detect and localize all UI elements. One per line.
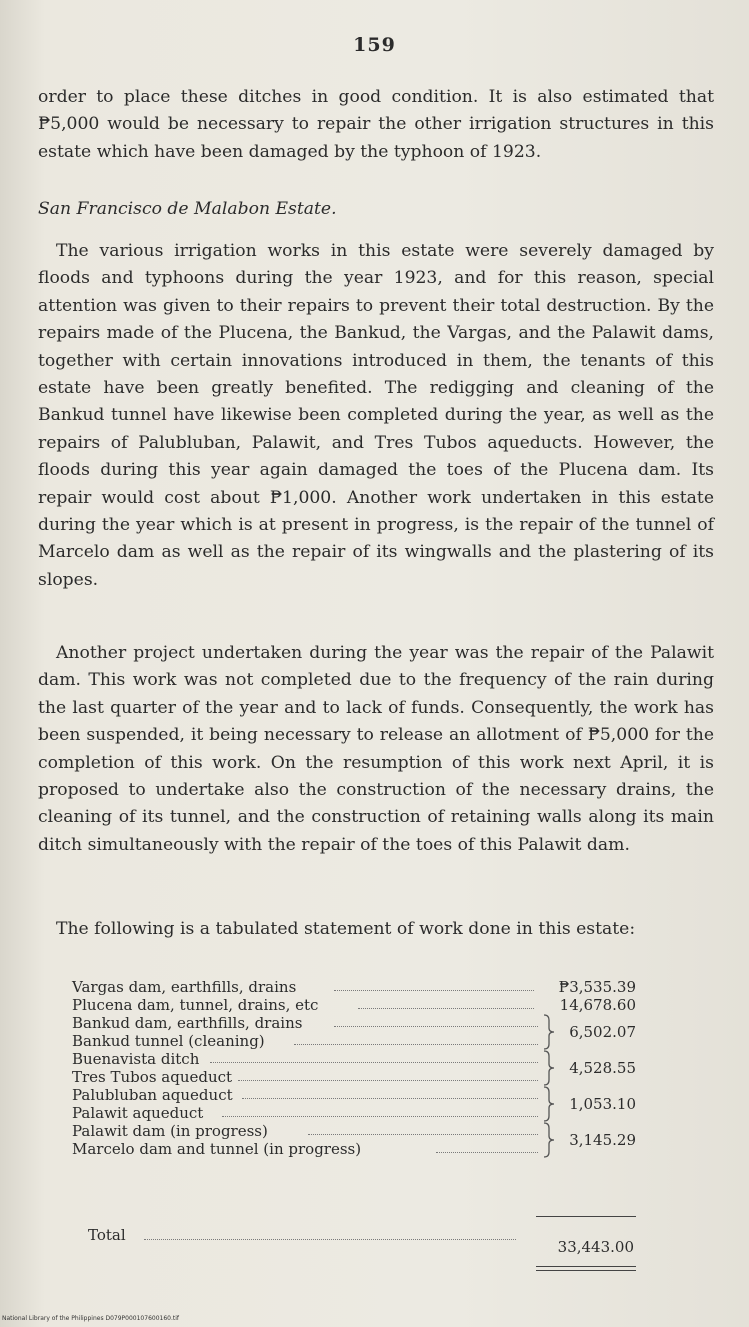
group-amount: 4,528.55 xyxy=(569,1059,636,1077)
paragraph-4: The following is a tabulated statement of work done in this estate: xyxy=(56,919,636,939)
leader-dots xyxy=(334,990,534,991)
row-label: Bankud dam, earthfills, drains xyxy=(72,1014,303,1032)
group-amount: 3,145.29 xyxy=(569,1131,636,1149)
row-label: Palawit aqueduct xyxy=(72,1104,204,1122)
double-rule xyxy=(536,1270,636,1271)
leader-dots xyxy=(308,1134,538,1135)
row-label: Tres Tubos aqueduct xyxy=(72,1068,233,1086)
sum-rule xyxy=(536,1216,636,1217)
row-amount: ₱3,535.39 xyxy=(558,978,636,996)
paragraph-2: The various irrigation works in this estate were severely damaged by floods and typhoons during the year 1923, and for this reason, special attention was given to their repairs to prevent their total destruction. By the repairs made of the Plucena, the Bankud, the Vargas, and the Palawit dams, together with certain innovations introduced in them, the tenants of this estate have been greatly benefited. The redigging and cleaning of the Bankud tunnel have likewise been completed during the year, as well as the repairs of Palubluban, Palawit, and Tres Tubos aqueducts. However, the floods during this year again damaged the toes of the Plucena dam. Its repair would cost about ₱1,000. Another work undertaken in this estate during the year which is at present in progress, is the repair of the tunnel of Marcelo dam as well as the repair of its wingwalls and the plastering of its slopes. xyxy=(38,241,714,590)
group-amount: 6,502.07 xyxy=(569,1023,636,1041)
row-label: Marcelo dam and tunnel (in progress) xyxy=(72,1140,362,1158)
leader-dots xyxy=(238,1080,538,1081)
leader-dots xyxy=(210,1062,538,1063)
leader-dots xyxy=(222,1116,538,1117)
row-label: Vargas dam, earthfills, drains xyxy=(72,978,297,996)
leader-dots xyxy=(144,1239,516,1240)
leader-dots xyxy=(294,1044,538,1045)
work-table xyxy=(72,978,642,1158)
section-heading: San Francisco de Malabon Estate. xyxy=(38,199,337,219)
leader-dots xyxy=(334,1026,538,1027)
group-amount: 1,053.10 xyxy=(569,1095,636,1113)
page-number: 159 xyxy=(353,34,396,56)
total-label: Total xyxy=(88,1226,126,1244)
row-label: Plucena dam, tunnel, drains, etc xyxy=(72,996,319,1014)
leader-dots xyxy=(242,1098,538,1099)
double-rule xyxy=(536,1266,636,1267)
scan-footer: National Library of the Philippines D079P000107600160.tif xyxy=(2,1315,180,1322)
row-label: Palubluban aqueduct xyxy=(72,1086,233,1104)
row-label: Bankud tunnel (cleaning) xyxy=(72,1032,265,1050)
paragraph-1: order to place these ditches in good condition. It is also estimated that ₱5,000 would be necessary to repair the other irrigation structures in this estate which have been damaged by the typhoon of 1923. xyxy=(38,87,714,162)
total-amount: 33,443.00 xyxy=(557,1238,634,1256)
row-amount: 14,678.60 xyxy=(559,996,636,1014)
row-label: Palawit dam (in progress) xyxy=(72,1122,268,1140)
paragraph-3: Another project undertaken during the year was the repair of the Palawit dam. This work was not completed due to the frequency of the rain during the last quarter of the year and to lack of funds. Consequently, the work has been suspended, it being necessary to release an allotment of ₱5,000 for the completion of this work. On the resumption of this work next April, it is proposed to undertake also the construction of the necessary drains, the cleaning of its tunnel, and the construction of retaining walls along its main ditch simultaneously with the repair of the toes of this Palawit dam. xyxy=(38,643,714,855)
row-label: Buenavista ditch xyxy=(72,1050,200,1068)
total-row xyxy=(88,1226,640,1266)
leader-dots xyxy=(358,1008,534,1009)
table-row xyxy=(72,978,642,996)
table-row xyxy=(72,996,642,1014)
leader-dots xyxy=(436,1152,538,1153)
